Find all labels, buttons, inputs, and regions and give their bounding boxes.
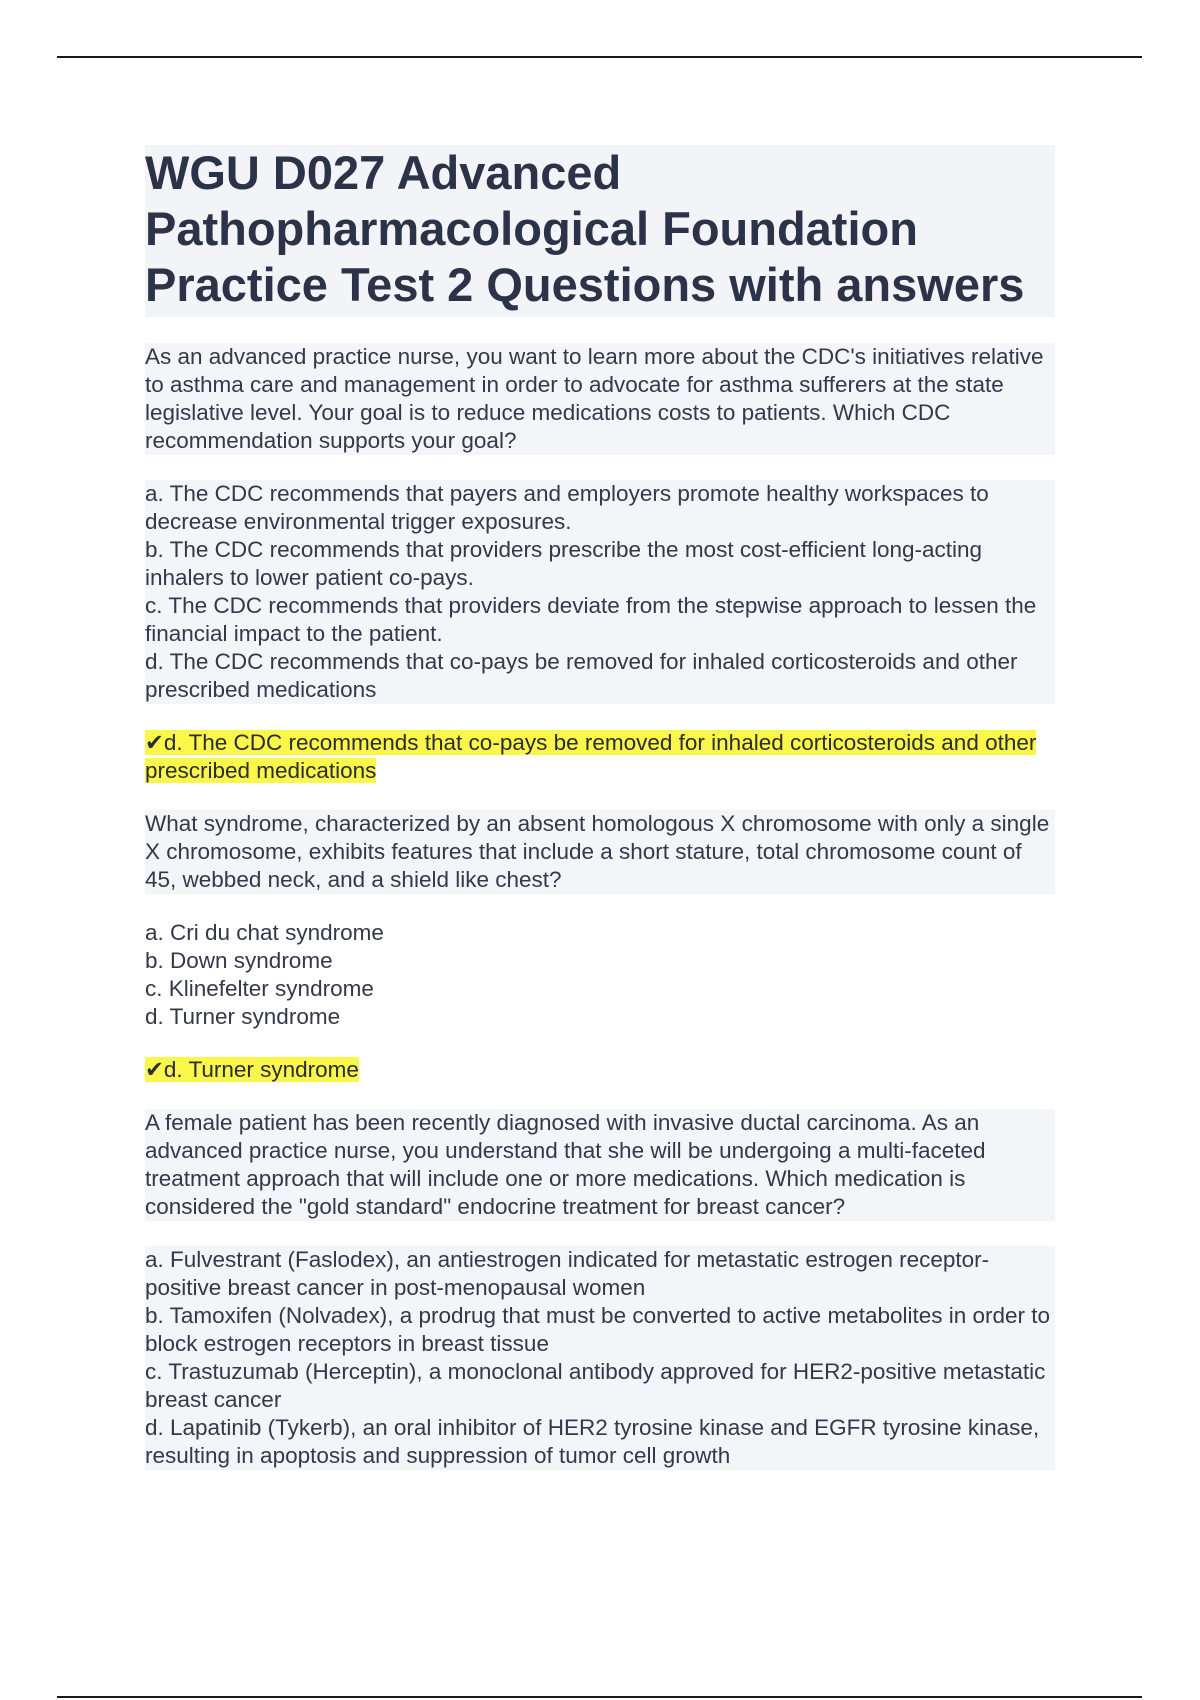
- question-3: [145, 1109, 1055, 1470]
- footer-rule: [57, 1696, 1142, 1698]
- option-c: c. Klinefelter syndrome: [145, 976, 374, 1001]
- option-b: b. Tamoxifen (Nolvadex), a prodrug that must be converted to active metabolites in order to block estrogen receptors in breast tissue: [145, 1303, 1051, 1356]
- title-block: [145, 145, 1055, 317]
- document-body: [145, 145, 1055, 1495]
- option-d: d. The CDC recommends that co-pays be removed for inhaled corticosteroids and other prescribed medications: [145, 649, 1018, 702]
- question-text: A female patient has been recently diagnosed with invasive ductal carcinoma. As an advanced practice nurse, you understand that she will be undergoing a multi-faceted treatment approach that will include one or more medications. Which medication is considered the "gold standard" endocrine treatment for breast cancer?: [145, 1109, 1055, 1221]
- question-2: [145, 810, 1055, 1084]
- question-text: As an advanced practice nurse, you want to learn more about the CDC's initiatives relative to asthma care and management in order to advocate for asthma sufferers at the state legislative level. Your goal is to reduce medications costs to patients. Which CDC recommendation supports your goal?: [145, 343, 1055, 455]
- option-b: b. Down syndrome: [145, 948, 333, 973]
- option-a: a. Fulvestrant (Faslodex), an antiestrogen indicated for metastatic estrogen receptor-positive breast cancer in post-menopausal women: [145, 1247, 990, 1300]
- question-1: [145, 343, 1055, 785]
- option-c: c. Trastuzumab (Herceptin), a monoclonal antibody approved for HER2-positive metastatic breast cancer: [145, 1359, 1046, 1412]
- option-a: a. The CDC recommends that payers and employers promote healthy workspaces to decrease environmental trigger exposures.: [145, 481, 989, 534]
- option-c: c. The CDC recommends that providers deviate from the stepwise approach to lessen the financial impact to the patient.: [145, 593, 1037, 646]
- option-list: [145, 480, 1055, 704]
- option-list: [145, 919, 1055, 1031]
- option-list: [145, 1246, 1055, 1470]
- answer-highlight: ✔d. The CDC recommends that co-pays be removed for inhaled corticosteroids and other prescribed medications: [145, 730, 1037, 783]
- option-d: d. Lapatinib (Tykerb), an oral inhibitor of HER2 tyrosine kinase and EGFR tyrosine kinase, resulting in apoptosis and suppression of tumor cell growth: [145, 1415, 1040, 1468]
- option-b: b. The CDC recommends that providers prescribe the most cost-efficient long-acting inhalers to lower patient co-pays.: [145, 537, 983, 590]
- answer: [145, 729, 1055, 785]
- header-rule: [57, 56, 1142, 58]
- question-text: What syndrome, characterized by an absent homologous X chromosome with only a single X chromosome, exhibits features that include a short stature, total chromosome count of 45, webbed neck, and a shield like chest?: [145, 810, 1055, 894]
- answer-highlight: ✔d. Turner syndrome: [145, 1057, 359, 1082]
- option-d: d. Turner syndrome: [145, 1004, 341, 1029]
- option-a: a. Cri du chat syndrome: [145, 920, 384, 945]
- document-title: WGU D027 Advanced Pathopharmacological Foundation Practice Test 2 Questions with answers: [145, 146, 1025, 311]
- answer: [145, 1056, 1055, 1084]
